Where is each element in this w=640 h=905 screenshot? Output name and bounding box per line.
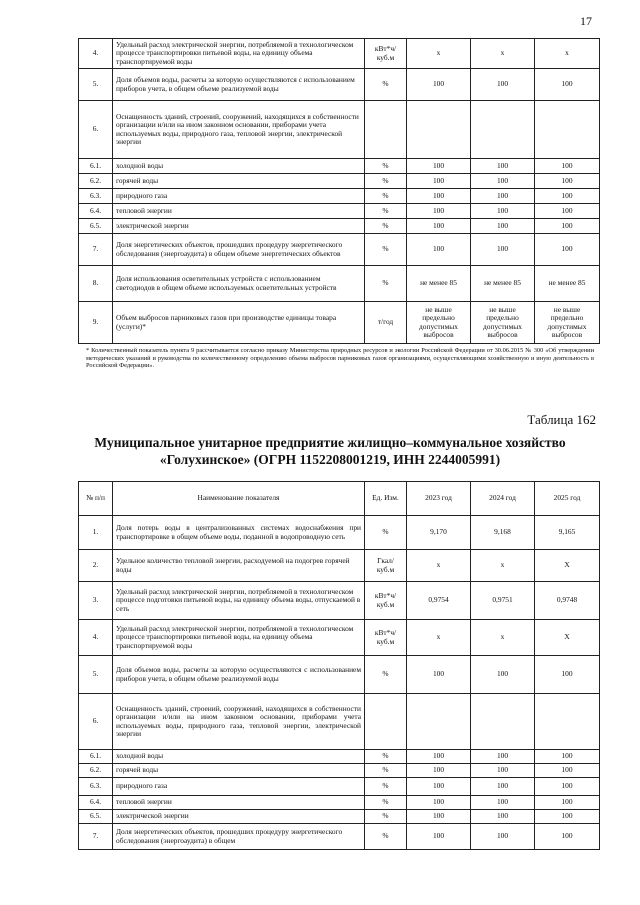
value-2023: не выше предельно допустимых выбросов [407, 302, 471, 344]
table-row [79, 778, 600, 796]
indicator-name: тепловой энергии [113, 796, 365, 810]
unit-cell: Гкал/ куб.м [365, 550, 407, 582]
row-number: 6.3. [79, 778, 113, 796]
indicator-name: холодной воды [113, 159, 365, 174]
row-number: 6. [79, 694, 113, 750]
value-2023: не менее 85 [407, 266, 471, 302]
value-2023: 100 [407, 764, 471, 778]
unit-cell: % [365, 159, 407, 174]
value-2025: 100 [535, 656, 600, 694]
table-row [79, 159, 600, 174]
value-2024: 100 [471, 189, 535, 204]
value-2024: 100 [471, 778, 535, 796]
unit-cell: % [365, 219, 407, 234]
table-row [79, 266, 600, 302]
indicator-name: Удельный расход электрической энергии, потребляемой в технологическом процессе транспортировки питьевой воды, на единицу объема транспортируемой воды [113, 39, 365, 69]
value-2023: 100 [407, 824, 471, 850]
value-2025: 100 [535, 824, 600, 850]
value-2024: 100 [471, 204, 535, 219]
value-2025: 100 [535, 234, 600, 266]
indicator-name: Удельный расход электрической энергии, потребляемой в технологическом процессе подготовки питьевой воды, на единицу объема воды, отпускаемой в сеть [113, 582, 365, 620]
unit-cell: % [365, 764, 407, 778]
value-2024: 0,9751 [471, 582, 535, 620]
value-2025: 100 [535, 159, 600, 174]
value-2024: 100 [471, 219, 535, 234]
header-number: № п/п [79, 482, 113, 516]
organization-title-line2: «Голухинское» (ОГРН 1152208001219, ИНН 2244005991) [159, 451, 501, 467]
value-2023: х [407, 550, 471, 582]
value-2023: 0,9754 [407, 582, 471, 620]
value-2024: 100 [471, 69, 535, 101]
indicators-table [78, 481, 600, 850]
row-number: 6.5. [79, 810, 113, 824]
row-number: 6. [79, 101, 113, 159]
indicator-name: электрической энергии [113, 219, 365, 234]
value-2023: 100 [407, 204, 471, 219]
value-2024 [471, 694, 535, 750]
row-number: 1. [79, 516, 113, 550]
header-unit: Ед. Изм. [365, 482, 407, 516]
unit-cell: % [365, 174, 407, 189]
indicator-name: Оснащенность зданий, строений, сооружений, находящихся в собственности организации и/или на ином законном основании, приборами учета используемых воды, природного газа, тепловой энергии, электрической энергии [113, 101, 365, 159]
value-2025: 100 [535, 750, 600, 764]
indicator-name: Доля энергетических объектов, прошедших процедуру энергетического обследования (энергоаудита) в общем [113, 824, 365, 850]
row-number: 6.3. [79, 189, 113, 204]
unit-cell: % [365, 824, 407, 850]
row-number: 9. [79, 302, 113, 344]
table-row [79, 101, 600, 159]
value-2025: 100 [535, 189, 600, 204]
header-year-2023: 2023 год [407, 482, 471, 516]
value-2023: 100 [407, 234, 471, 266]
indicator-name: холодной воды [113, 750, 365, 764]
unit-cell: т/год [365, 302, 407, 344]
header-indicator: Наименование показателя [113, 482, 365, 516]
row-number: 6.5. [79, 219, 113, 234]
table-row [79, 750, 600, 764]
indicator-name: электрической энергии [113, 810, 365, 824]
unit-cell: % [365, 656, 407, 694]
value-2024: 100 [471, 796, 535, 810]
value-2024: х [471, 620, 535, 656]
indicator-name: тепловой энергии [113, 204, 365, 219]
table-row [79, 234, 600, 266]
indicator-name: горячей воды [113, 174, 365, 189]
row-number: 6.1. [79, 750, 113, 764]
value-2025: 100 [535, 204, 600, 219]
value-2023: 100 [407, 159, 471, 174]
unit-cell [365, 694, 407, 750]
row-number: 7. [79, 824, 113, 850]
value-2024: 100 [471, 810, 535, 824]
value-2023 [407, 101, 471, 159]
table-row [79, 69, 600, 101]
value-2025: 100 [535, 810, 600, 824]
table-row [79, 219, 600, 234]
indicator-name: Доля объемов воды, расчеты за которую осуществляются с использованием приборов учета, в общем объеме реализуемой воды [113, 656, 365, 694]
table-row [79, 824, 600, 850]
row-number: 2. [79, 550, 113, 582]
indicator-name: природного газа [113, 778, 365, 796]
table-header-row [79, 482, 600, 516]
header-year-2025: 2025 год [535, 482, 600, 516]
value-2024: 100 [471, 159, 535, 174]
indicator-name: Оснащенность зданий, строений, сооружений, находящихся в собственности организации и/или на ином законном основании, приборами учета используемых воды, природного газа, тепловой энергии, электрической энергии [113, 694, 365, 750]
table-row [79, 550, 600, 582]
value-2023: х [407, 620, 471, 656]
footnote: * Количественный показатель пункта 9 рассчитывается согласно приказу Министерства природных ресурсов и экологии Российской Федерации от 30.06.2015 № 300 «Об утверждении методических указаний и руководства по количественному определению объема выбросов парниковых газов организациями, осуществляющими хозяйственную и иную деятельность в Российской Федерации». [86, 347, 594, 370]
value-2024: не менее 85 [471, 266, 535, 302]
row-number: 5. [79, 656, 113, 694]
value-2024: 100 [471, 750, 535, 764]
value-2024: 100 [471, 764, 535, 778]
organization-title-line1: Муниципальное унитарное предприятие жилищно–коммунальное хозяйство [94, 435, 566, 450]
value-2024: 100 [471, 824, 535, 850]
unit-cell: кВт*ч/ куб.м [365, 39, 407, 69]
value-2025 [535, 694, 600, 750]
value-2023: х [407, 39, 471, 69]
table-row [79, 694, 600, 750]
unit-cell: % [365, 204, 407, 219]
indicator-name: Доля энергетических объектов, прошедших процедуру энергетического обследования (энергоаудита) в общем объеме энергетических объектов [113, 234, 365, 266]
value-2023: 100 [407, 778, 471, 796]
value-2023: 100 [407, 796, 471, 810]
value-2024: не выше предельно допустимых выбросов [471, 302, 535, 344]
value-2024: х [471, 550, 535, 582]
table-row [79, 516, 600, 550]
row-number: 6.1. [79, 159, 113, 174]
value-2025: Х [535, 550, 600, 582]
page-number: 17 [580, 14, 592, 28]
table-row [79, 810, 600, 824]
row-number: 4. [79, 620, 113, 656]
value-2024: 9,168 [471, 516, 535, 550]
value-2023: 100 [407, 656, 471, 694]
row-number: 6.4. [79, 204, 113, 219]
unit-cell: % [365, 266, 407, 302]
indicator-name: горячей воды [113, 764, 365, 778]
indicator-name: Удельный расход электрической энергии, потребляемой в технологическом процессе транспортировки питьевой воды, на единицу объема транспортируемой воды [113, 620, 365, 656]
value-2024 [471, 101, 535, 159]
value-2025: не выше предельно допустимых выбросов [535, 302, 600, 344]
value-2025: х [535, 39, 600, 69]
value-2025 [535, 101, 600, 159]
indicator-name: Доля потерь воды в централизованных системах водоснабжения при транспортировке в общем объеме воды, поданной в водопроводную сеть [113, 516, 365, 550]
unit-cell: % [365, 69, 407, 101]
value-2023: 100 [407, 69, 471, 101]
value-2023: 9,170 [407, 516, 471, 550]
row-number: 5. [79, 69, 113, 101]
header-year-2024: 2024 год [471, 482, 535, 516]
value-2023: 100 [407, 750, 471, 764]
indicator-name: Доля использования осветительных устройств с использованием светодиодов в общем объеме используемых осветительных устройств [113, 266, 365, 302]
table-row [79, 189, 600, 204]
table-row [79, 39, 600, 69]
value-2025: 100 [535, 796, 600, 810]
value-2025: 100 [535, 69, 600, 101]
value-2025: 100 [535, 174, 600, 189]
value-2024: 100 [471, 656, 535, 694]
organization-title [60, 435, 600, 469]
unit-cell: кВт*ч/ куб.м [365, 620, 407, 656]
unit-cell: % [365, 810, 407, 824]
value-2025: 100 [535, 778, 600, 796]
value-2025: 0,9748 [535, 582, 600, 620]
table-row [79, 656, 600, 694]
value-2025: не менее 85 [535, 266, 600, 302]
row-number: 3. [79, 582, 113, 620]
value-2023: 100 [407, 810, 471, 824]
value-2023: 100 [407, 219, 471, 234]
row-number: 8. [79, 266, 113, 302]
value-2024: 100 [471, 174, 535, 189]
row-number: 6.2. [79, 174, 113, 189]
value-2024: 100 [471, 234, 535, 266]
table-row [79, 620, 600, 656]
unit-cell: % [365, 189, 407, 204]
indicator-name: Удельное количество тепловой энергии, расходуемой на подогрев горячей воды [113, 550, 365, 582]
value-2025: 9,165 [535, 516, 600, 550]
value-2023: 100 [407, 189, 471, 204]
indicator-name: Доля объемов воды, расчеты за которую осуществляются с использованием приборов учета, в общем объеме реализуемой воды [113, 69, 365, 101]
unit-cell [365, 101, 407, 159]
indicators-table-continued [78, 38, 600, 344]
table-row [79, 204, 600, 219]
row-number: 6.4. [79, 796, 113, 810]
table-row [79, 174, 600, 189]
unit-cell: % [365, 778, 407, 796]
unit-cell: % [365, 516, 407, 550]
unit-cell: % [365, 234, 407, 266]
value-2023 [407, 694, 471, 750]
table-label: Таблица 162 [527, 412, 596, 427]
table-row [79, 764, 600, 778]
row-number: 7. [79, 234, 113, 266]
table-row [79, 582, 600, 620]
unit-cell: % [365, 796, 407, 810]
unit-cell: % [365, 750, 407, 764]
value-2025: Х [535, 620, 600, 656]
value-2025: 100 [535, 219, 600, 234]
indicator-name: Объем выбросов парниковых газов при производстве единицы товара (услуги)* [113, 302, 365, 344]
value-2025: 100 [535, 764, 600, 778]
indicator-name: природного газа [113, 189, 365, 204]
unit-cell: кВт*ч/ куб.м [365, 582, 407, 620]
row-number: 6.2. [79, 764, 113, 778]
row-number: 4. [79, 39, 113, 69]
table-row [79, 796, 600, 810]
table-row [79, 302, 600, 344]
value-2024: х [471, 39, 535, 69]
value-2023: 100 [407, 174, 471, 189]
